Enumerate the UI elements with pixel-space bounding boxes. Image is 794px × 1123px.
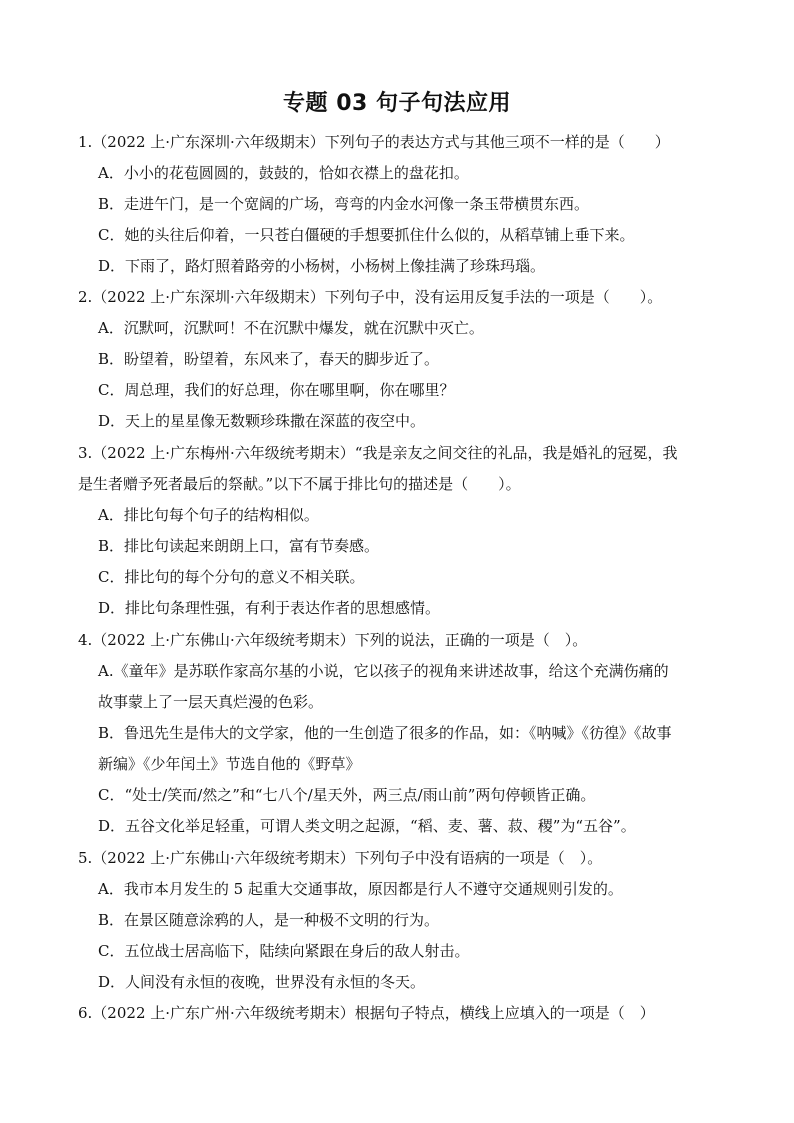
question-5-option-d: D．人间没有永恒的夜晚，世界没有永恒的冬天。 <box>98 973 426 991</box>
question-2-option-a: A．沉默呵，沉默呵！不在沉默中爆发，就在沉默中灭亡。 <box>98 319 484 337</box>
question-3-option-c: C．排比句的每个分句的意义不相关联。 <box>98 568 365 586</box>
question-4-option-a-cont: 故事蒙上了一层天真烂漫的色彩。 <box>98 693 324 711</box>
question-4-option-a: A.《童年》是苏联作家高尔基的小说，它以孩子的视角来讲述故事，给这个充满伤痛的 <box>98 662 669 680</box>
question-5-option-b: B．在景区随意涂鸦的人，是一种极不文明的行为。 <box>98 911 440 929</box>
question-5-stem: 5.（2022 上·广东佛山·六年级统考期末）下列句子中没有语病的一项是（ ）。 <box>78 849 603 867</box>
question-3-stem-cont: 是生者赠予死者最后的祭献。”以下不属于排比句的描述是（ ）。 <box>78 475 521 493</box>
question-4-option-b-cont: 新编》《少年闰土》节选自他的《野草》 <box>98 755 361 773</box>
question-3-option-d: D．排比句条理性强，有利于表达作者的思想感情。 <box>98 599 441 617</box>
question-4-option-c: C．“处士/笑而/然之”和“七八个/星天外，两三点/雨山前”两句停顿皆正确。 <box>98 786 596 804</box>
question-4-option-b: B．鲁迅先生是伟大的文学家，他的一生创造了很多的作品，如：《呐喊》《彷徨》《故事 <box>98 724 672 742</box>
question-1-option-c: C．她的头往后仰着，一只苍白僵硬的手想要抓住什么似的，从稻草铺上垂下来。 <box>98 226 635 244</box>
question-1-option-b: B．走进午门，是一个宽阔的广场，弯弯的内金水河像一条玉带横贯东西。 <box>98 195 590 213</box>
question-3-option-b: B．排比句读起来朗朗上口，富有节奏感。 <box>98 537 380 555</box>
question-3-option-a: A．排比句每个句子的结构相似。 <box>98 506 319 524</box>
question-3-stem: 3.（2022 上·广东梅州·六年级统考期末）“我是亲友之间交往的礼品，我是婚礼的冠冕，我 <box>78 444 678 462</box>
question-1-stem: 1.（2022 上·广东深圳·六年级期末）下列句子的表达方式与其他三项不一样的是（ ） <box>78 133 670 151</box>
question-2-option-c: C．周总理，我们的好总理，你在哪里啊，你在哪里？ <box>98 381 455 399</box>
question-2-option-b: B．盼望着，盼望着，东风来了，春天的脚步近了。 <box>98 350 440 368</box>
question-4-option-d: D．五谷文化举足轻重，可谓人类文明之起源，“稻、麦、薯、菽、稷”为“五谷”。 <box>98 817 636 835</box>
question-2-option-d: D．天上的星星像无数颗珍珠撒在深蓝的夜空中。 <box>98 412 426 430</box>
question-5-option-c: C．五位战士居高临下，陆续向紧跟在身后的敌人射击。 <box>98 942 470 960</box>
page-title: 专题 03 句子句法应用 <box>283 91 511 116</box>
question-2-stem: 2.（2022 上·广东深圳·六年级期末）下列句子中，没有运用反复手法的一项是（ ）。 <box>78 288 663 306</box>
question-1-option-d: D．下雨了，路灯照着路旁的小杨树，小杨树上像挂满了珍珠玛瑙。 <box>98 257 546 275</box>
question-4-stem: 4.（2022 上·广东佛山·六年级统考期末）下列的说法，正确的一项是（ ）。 <box>78 631 588 649</box>
question-1-option-a: A．小小的花苞圆圆的，鼓鼓的，恰如衣襟上的盘花扣。 <box>98 164 469 182</box>
question-5-option-a: A．我市本月发生的 5 起重大交通事故，原因都是行人不遵守交通规则引发的。 <box>98 880 623 898</box>
question-6-stem: 6.（2022 上·广东广州·六年级统考期末）根据句子特点，横线上应填入的一项是（ ） <box>78 1004 655 1022</box>
